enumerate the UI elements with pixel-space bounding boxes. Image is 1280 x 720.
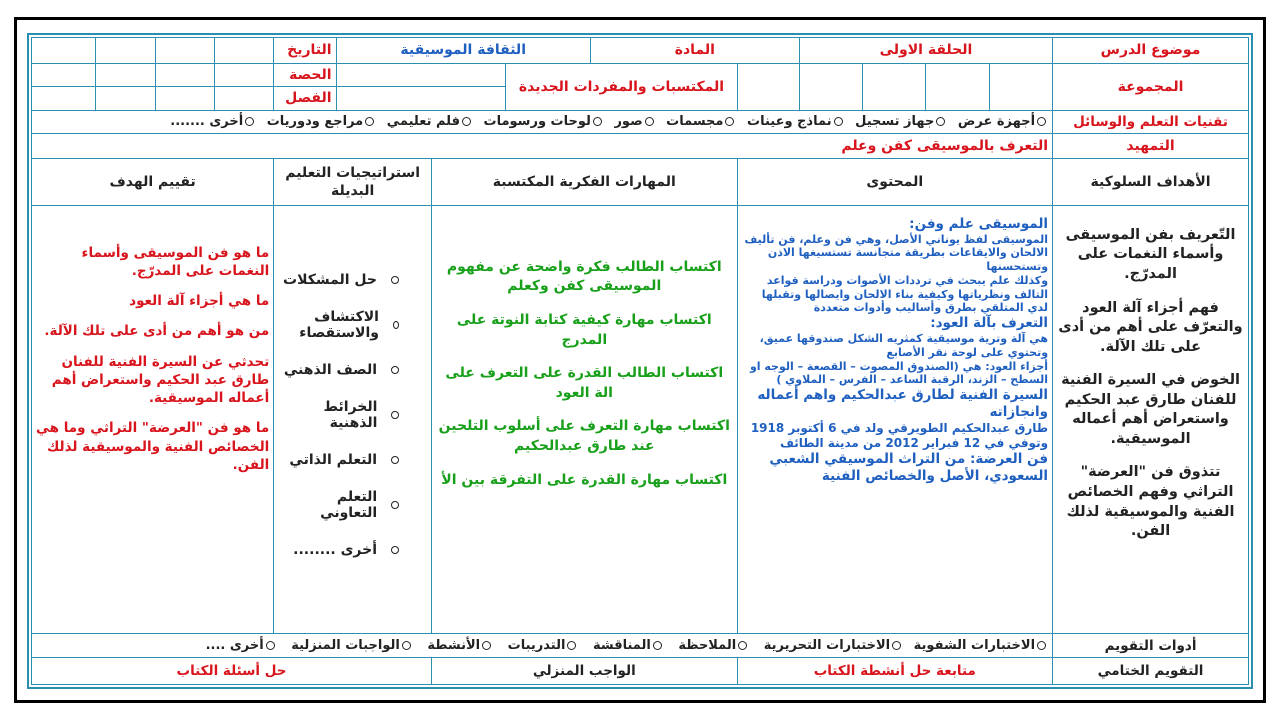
skill-item: اكتساب مهارة كيفية كتابة النوتة على المدرج: [456, 312, 712, 348]
lesson-plan-table: [31, 37, 1249, 685]
final-label: التقويم الختامي: [1053, 658, 1249, 685]
assessment-label: أدوات التقويم: [1053, 633, 1249, 658]
final-activities: متابعة حل أنشطة الكتاب: [737, 658, 1053, 685]
skill-item: اكتساب الطالب فكرة واضحة عن مفهوم الموسيقى كفن وكعلم: [446, 258, 722, 295]
tool-item[interactable]: نماذج وعينات: [747, 114, 845, 129]
strategy-item[interactable]: التعلم التعاوني: [278, 489, 427, 521]
assessment-item[interactable]: المناقشة: [593, 638, 664, 653]
objective-item: فهم أجزاء آلة العود والتعرّف على أهم من أدى على تلك الآلة.: [1058, 299, 1243, 355]
circle-bullet-icon: [391, 456, 399, 464]
circle-bullet-icon: [391, 501, 399, 509]
evaluation-item: من هو أهم من أدى على تلك الآلة.: [44, 323, 270, 340]
tool-item[interactable]: لوحات ورسومات: [484, 114, 604, 129]
strategy-item[interactable]: الخرائط الذهنية: [278, 399, 427, 431]
assessment-item[interactable]: الاختبارات الشفوية: [914, 638, 1048, 653]
period-cell-1: [215, 63, 274, 87]
content-paragraph: الموسيقى لفظ يوناني الأصل، وهي فن وعلم، فن تأليف الالحان والايقاعات بطريقة متجانسة تستسيغها الاذن وتستحسنها: [744, 232, 1049, 274]
final-book-questions: حل أسئلة الكتاب: [32, 658, 432, 685]
objectives-column: [1053, 205, 1249, 633]
date-label: التاريخ: [274, 38, 336, 64]
strategies-column: [274, 205, 432, 633]
objectives-header: الأهداف السلوكية: [1053, 158, 1249, 205]
assessment-list: [32, 633, 1053, 658]
circle-bullet-icon: [391, 366, 399, 374]
group-cell-4: [799, 63, 862, 110]
tool-item[interactable]: فلم تعليمي: [387, 114, 473, 129]
class-label: الفصل: [274, 87, 336, 111]
strategies-header: استراتيجيات التعليم البديلة: [274, 158, 432, 205]
vocab-cell-2: [336, 87, 506, 111]
class-cell-1: [215, 87, 274, 111]
assessment-item[interactable]: الأنشطة: [427, 638, 493, 653]
objective-item: الخوض في السيرة الفنية للفنان طارق عبد الحكيم واستعراض أهم أعماله الموسيقية.: [1061, 372, 1240, 447]
content-paragraph: وكذلك علم يبحث في ترددات الأصوات ودراسة قواعد التالف ونظرياتها وكيفية بناء الالحان وايصالها وتقبلها لدي المتلقي بطرق وأساليب وأدوات متعددة: [761, 273, 1049, 315]
evaluation-header: تقييم الهدف: [32, 158, 274, 205]
assessment-item[interactable]: أخرى ....: [206, 638, 277, 653]
content-paragraph: طارق عبدالحكيم الطويرقي ولد في 6 أكتوبر 1918 وتوفي في 12 فبراير 2012 من مدينة الطائف: [750, 420, 1049, 450]
objective-item: التّعريف بفن الموسيقى وأسماء النغمات على المدرّج.: [1065, 226, 1236, 282]
content-paragraph: هي آلة وترية موسيقية كمثريه الشكل صندوقها عميق، وتحتوي على لوحة نقر الأصابع: [759, 332, 1049, 359]
class-cell-2: [155, 87, 214, 111]
topic-value: الحلقة الاولى: [799, 38, 1052, 64]
group-label: المجموعة: [1053, 63, 1249, 110]
date-cell-1: [215, 38, 274, 64]
skill-item: اكتساب الطالب القدرة على التعرف على الة العود: [445, 365, 724, 401]
final-homework: الواجب المنزلي: [432, 658, 738, 685]
circle-bullet-icon: [391, 546, 399, 554]
evaluation-item: ما هي أجزاء آلة العود: [129, 293, 270, 310]
tool-item[interactable]: صور: [614, 114, 655, 129]
circle-bullet-icon: [391, 411, 399, 419]
vocab-cell: [336, 63, 506, 87]
period-label: الحصة: [274, 63, 336, 87]
intro-value: التعرف بالموسيقى كفن وعلم: [32, 134, 1053, 159]
group-cell-1: [989, 63, 1052, 110]
strategy-item[interactable]: الصف الذهني: [278, 362, 427, 378]
vocab-label: المكتسبات والمفردات الجديدة: [506, 63, 737, 110]
evaluation-item: ما هو فن "العرضة" التراثي وما هي الخصائص الفنية والموسيقية لذلك الفن.: [36, 420, 270, 473]
skill-item: اكتساب مهارة القدرة على التفرقة بين الأ: [441, 471, 728, 488]
group-cell-5: [737, 63, 799, 110]
strategy-item[interactable]: أخرى ........: [278, 542, 427, 558]
content-heading: الموسيقى علم وفن:: [909, 215, 1049, 232]
period-cell-3: [96, 63, 155, 87]
tool-item[interactable]: مجسمات: [666, 114, 736, 129]
content-heading: فن العرضة: من التراث الموسيقي الشعبي السعودي، الأصل والخصائص الفنية: [769, 450, 1049, 484]
class-cell-3: [96, 87, 155, 111]
skills-header: المهارات الفكرية المكتسبة: [432, 158, 738, 205]
tool-item[interactable]: أخرى .......: [170, 114, 256, 129]
topic-label: موضوع الدرس: [1053, 38, 1249, 64]
content-header: المحتوى: [737, 158, 1053, 205]
evaluation-item: ما هو فن الموسيقى وأسماء النغمات على المدرّج.: [81, 244, 270, 280]
circle-bullet-icon: [393, 321, 399, 329]
evaluation-column: [32, 205, 274, 633]
subject-label: المادة: [590, 38, 799, 64]
strategy-item[interactable]: التعلم الذاتي: [278, 452, 427, 468]
objective-item: تتذوق فن "العرضة" التراثي وفهم الخصائص الفنية والموسيقية لذلك الفن.: [1066, 464, 1235, 540]
content-heading: السيرة الفنية لطارق عبدالحكيم واهم أعماله وانجازاته: [757, 387, 1049, 420]
date-cell-3: [96, 38, 155, 64]
tool-item[interactable]: جهاز تسجيل: [855, 114, 947, 129]
date-cell-2: [155, 38, 214, 64]
assessment-item[interactable]: الاختبارات التحريرية: [764, 638, 903, 653]
content-paragraph: أجزاء العود: هي (الصندوق المصوت – القصعة – الوجه او السطح – الزند، الرقبة الساعد – الفرس – الملاوي ): [749, 359, 1049, 387]
tool-item[interactable]: أجهزة عرض: [958, 114, 1048, 129]
date-cell-4: [32, 38, 96, 64]
group-cell-2: [926, 63, 989, 110]
assessment-item[interactable]: الواجبات المنزلية: [291, 638, 413, 653]
evaluation-item: تحدثي عن السيرة الفنية للفنان طارق عبد الحكيم واستعراض أهم أعماله الموسيقية.: [51, 353, 270, 407]
content-column: [737, 205, 1053, 633]
skill-item: اكتساب مهارة التعرف على أسلوب التلحين عند طارق عبدالحكيم: [438, 418, 730, 454]
period-cell-4: [32, 63, 96, 87]
intro-label: التمهيد: [1053, 134, 1249, 159]
tools-list: [32, 110, 1053, 134]
strategy-item[interactable]: حل المشكلات: [278, 272, 427, 288]
assessment-item[interactable]: الملاحظة: [678, 638, 749, 653]
tool-item[interactable]: مراجع ودوريات: [267, 114, 377, 129]
period-cell-2: [155, 63, 214, 87]
strategy-item[interactable]: الاكتشاف والاستقصاء: [278, 309, 427, 341]
tools-label: تقنيات التعلم والوسائل: [1053, 110, 1249, 134]
circle-bullet-icon: [391, 276, 399, 284]
assessment-item[interactable]: التدريبات: [508, 638, 579, 653]
class-cell-4: [32, 87, 96, 111]
content-heading: التعرف بآلة العود:: [930, 315, 1049, 332]
subject-value: الثقافة الموسيقية: [336, 38, 590, 64]
group-cell-3: [863, 63, 926, 110]
skills-column: [432, 205, 738, 633]
